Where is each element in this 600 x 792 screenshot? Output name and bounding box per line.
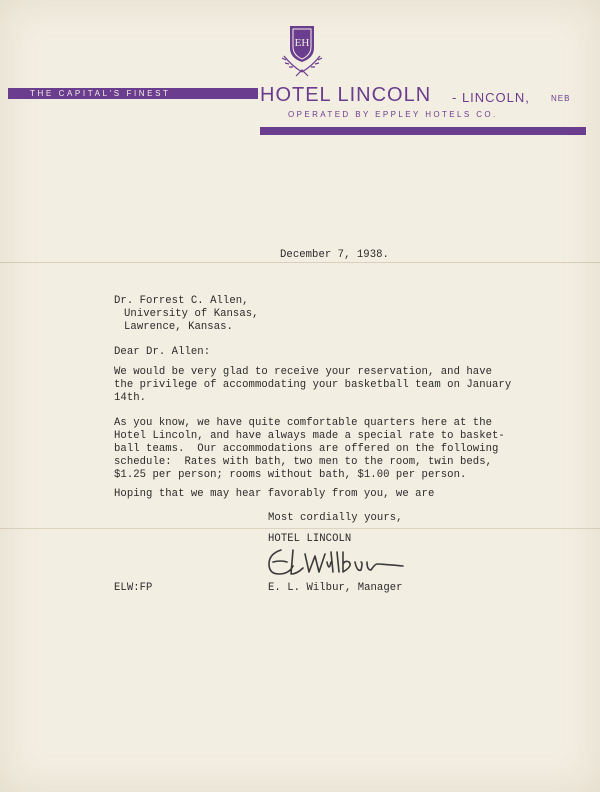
body-line: $1.25 per person; rooms without bath, $1.00 per person. xyxy=(114,469,467,481)
signature-block-hotel: HOTEL LINCOLN xyxy=(268,533,352,545)
operated-by-line: OPERATED BY EPPLEY HOTELS CO. xyxy=(288,110,498,119)
hotel-state: NEB xyxy=(551,94,571,103)
body-line: 14th. xyxy=(114,392,147,404)
handwritten-signature xyxy=(263,544,413,580)
hotel-city: - LINCOLN, xyxy=(452,90,530,105)
body-line: As you know, we have quite comfortable quarters here at the xyxy=(114,417,493,429)
signer-name: E. L. Wilbur, Manager xyxy=(268,582,403,594)
body-line: We would be very glad to receive your reservation, and have xyxy=(114,366,493,378)
body-line: ball teams. Our accommodations are offered on the following xyxy=(114,443,499,455)
body-line: the privilege of accommodating your basketball team on January xyxy=(114,379,512,391)
body-line: schedule: Rates with bath, two men to the room, twin beds, xyxy=(114,456,493,468)
hotel-name: HOTEL LINCOLN xyxy=(260,84,432,106)
letterhead-band-right xyxy=(260,127,586,135)
closing: Most cordially yours, xyxy=(268,512,403,524)
recipient-address-line: University of Kansas, xyxy=(124,308,259,320)
letter-date: December 7, 1938. xyxy=(280,249,389,261)
salutation: Dear Dr. Allen: xyxy=(114,346,211,358)
recipient-name: Dr. Forrest C. Allen, xyxy=(114,295,249,307)
letterhead-tagline: THE CAPITAL'S FINEST xyxy=(30,89,171,98)
svg-text:EH: EH xyxy=(294,37,310,49)
typist-initials: ELW:FP xyxy=(114,582,153,594)
paper-fold-lower xyxy=(0,528,600,529)
body-line: Hotel Lincoln, and have always made a special rate to basket- xyxy=(114,430,505,442)
recipient-address-line: Lawrence, Kansas. xyxy=(124,321,233,333)
paper-fold xyxy=(0,262,600,263)
hotel-crest-logo xyxy=(276,22,328,80)
body-line: Hoping that we may hear favorably from you, we are xyxy=(114,488,435,500)
